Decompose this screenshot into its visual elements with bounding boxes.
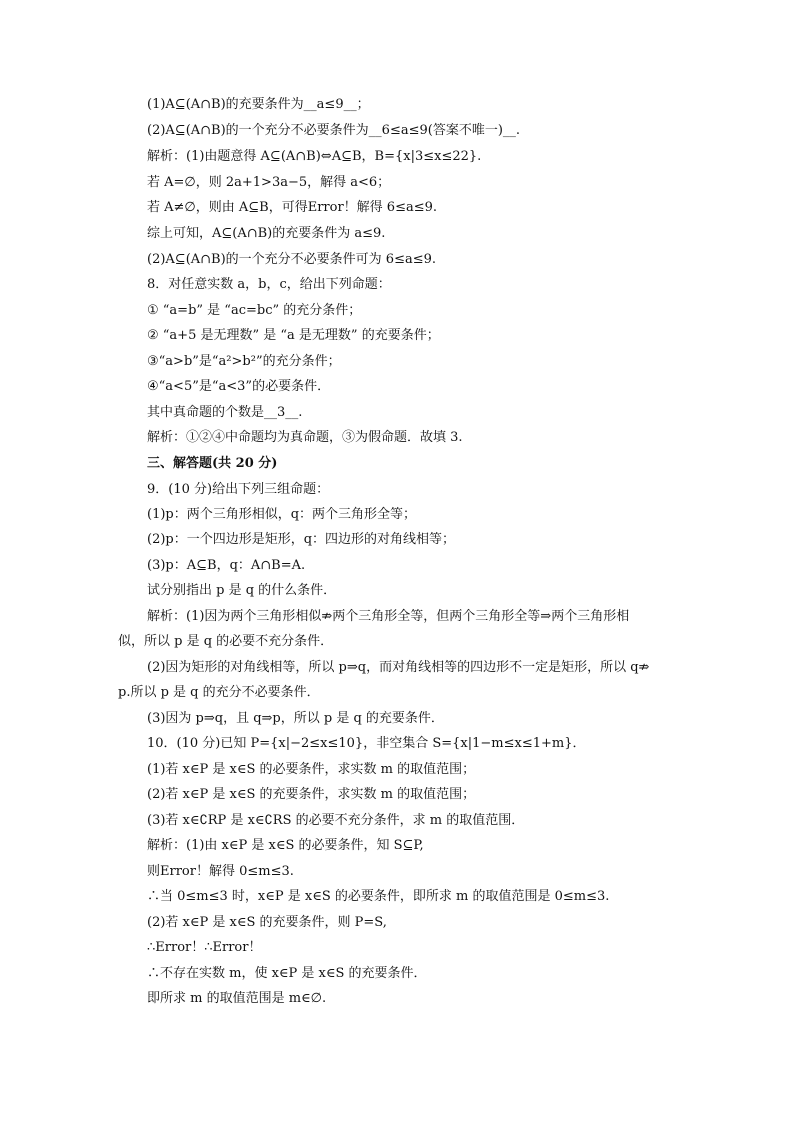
text-line: (2)A⊆(A∩B)的一个充分不必要条件可为 6≤a≤9. <box>147 252 437 267</box>
text-line: ② “a+5 是无理数” 是 “a 是无理数” 的充要条件； <box>147 328 440 343</box>
text-line: 8．对任意实数 a，b，c，给出下列命题： <box>147 277 391 292</box>
text-line: 试分别指出 p 是 q 的什么条件． <box>147 583 337 598</box>
text-line: (2)因为矩形的对角线相等，所以 p⇒q，而对角线相等的四边形不一定是矩形，所以 q⇏ <box>147 660 650 675</box>
section-heading: 三、解答题(共 20 分) <box>147 456 278 471</box>
text-line: (3)p：A⊆B，q：A∩B=A. <box>147 558 306 573</box>
text-line: (3)因为 p⇒q，且 q⇒p，所以 p 是 q 的充要条件． <box>147 711 444 726</box>
text-line: 若 A=∅，则 2a+1>3a−5，解得 a<6； <box>147 175 391 190</box>
text-line: 10．(10 分)已知 P={x|−2≤x≤10}，非空集合 S={x|1−m≤x≤1+m}． <box>147 736 586 751</box>
text-line: ③“a>b”是“a²>b²”的充分条件； <box>147 354 341 369</box>
text-line: (3)若 x∈∁RP 是 x∈∁RS 的必要不充分条件，求 m 的取值范围． <box>147 813 525 828</box>
text-line: (2)A⊆(A∩B)的一个充分不必要条件为__6≤a≤9(答案不唯一)__. <box>147 123 521 138</box>
text-line: (2)p：一个四边形是矩形，q：四边形的对角线相等； <box>147 532 456 547</box>
text-line: 综上可知，A⊆(A∩B)的充要条件为 a≤9. <box>147 226 386 241</box>
text-line: 解析：(1)由题意得 A⊆(A∩B)⇔A⊆B，B={x|3≤x≤22}. <box>147 149 482 164</box>
text-line: (2)若 x∈P 是 x∈S 的充要条件，则 P=S, <box>147 915 387 930</box>
text-line: (1)p：两个三角形相似，q：两个三角形全等； <box>147 507 417 522</box>
text-line: (1)A⊆(A∩B)的充要条件为__a≤9__； <box>147 97 370 112</box>
text-line: 解析：(1)因为两个三角形相似⇏两个三角形全等，但两个三角形全等⇒两个三角形相 <box>147 609 630 624</box>
text-line: ∴Error！∴Error！ <box>147 940 262 955</box>
text-line: 则Error！解得 0≤m≤3. <box>147 864 294 879</box>
text-line: ∴不存在实数 m，使 x∈P 是 x∈S 的充要条件． <box>147 966 427 981</box>
text-line: 其中真命题的个数是__3__. <box>147 405 303 420</box>
text-line: p.所以 p 是 q 的充分不必要条件． <box>118 685 320 700</box>
text-line: (2)若 x∈P 是 x∈S 的充要条件，求实数 m 的取值范围； <box>147 787 476 802</box>
text-line: ∴当 0≤m≤3 时，x∈P 是 x∈S 的必要条件，即所求 m 的取值范围是 0≤m≤3. <box>147 889 610 904</box>
text-line: (1)若 x∈P 是 x∈S 的必要条件，求实数 m 的取值范围； <box>147 762 476 777</box>
text-line: 解析：①②④中命题均为真命题，③为假命题．故填 3. <box>147 430 463 445</box>
text-line: 似，所以 p 是 q 的必要不充分条件． <box>118 634 334 649</box>
text-line: ④“a<5”是“a<3”的必要条件． <box>147 379 331 394</box>
text-line: 即所求 m 的取值范围是 m∈∅. <box>147 991 327 1006</box>
text-line: 9．(10 分)给出下列三组命题： <box>147 482 330 497</box>
text-line: 若 A≠∅，则由 A⊆B，可得Error！解得 6≤a≤9. <box>147 200 438 215</box>
text-line: ① “a=b” 是 “ac=bc” 的充分条件； <box>147 303 362 318</box>
text-line: 解析：(1)由 x∈P 是 x∈S 的必要条件，知 S⊆P, <box>147 838 424 853</box>
